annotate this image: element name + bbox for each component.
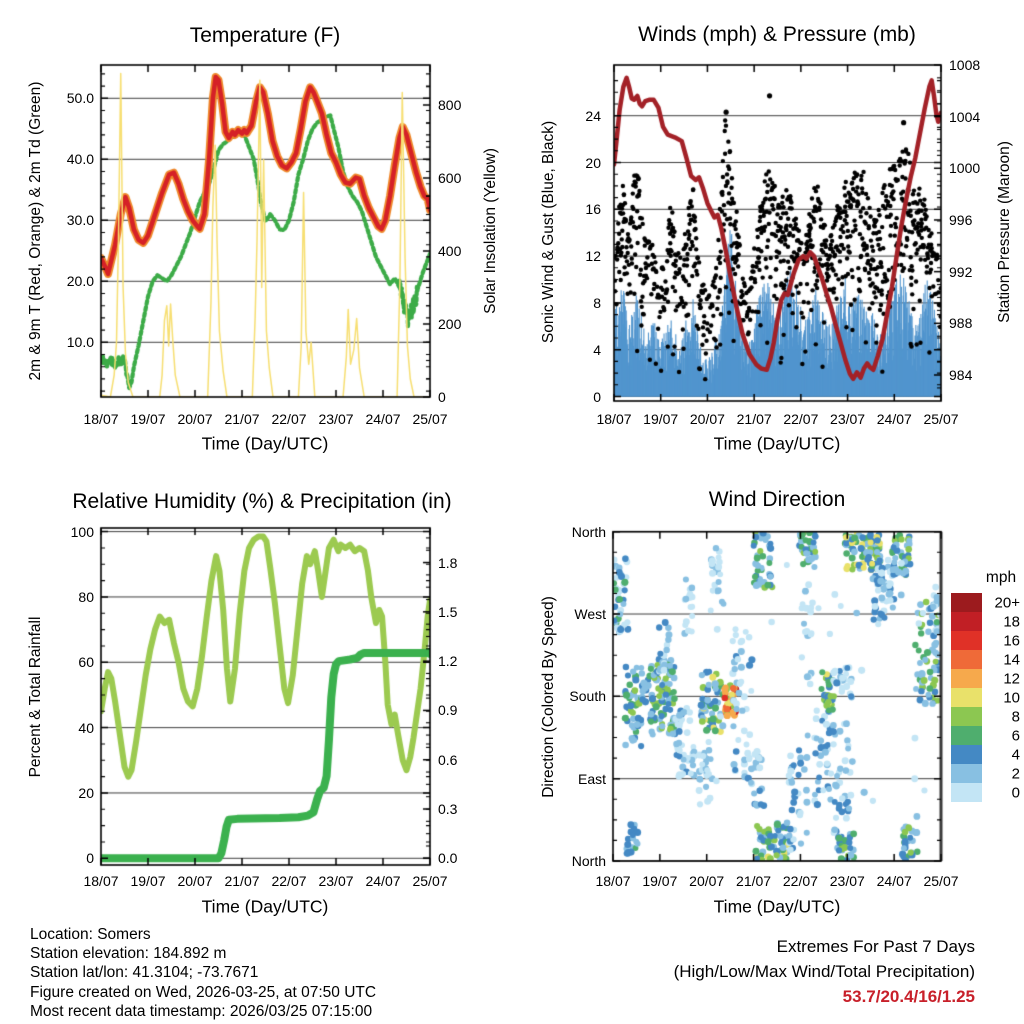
legend-label: 14 [1003,651,1020,668]
legend-label: 16 [1003,632,1020,649]
y-tick-label: 10.0 [66,334,94,351]
y-tick-label: 40 [78,719,94,736]
legend-label: 2 [1011,765,1020,782]
legend-label: 0 [1011,784,1020,801]
x-tick-label: 20/07 [689,411,725,427]
legend-swatch-18 [951,612,982,631]
chart-title-wind-direction: Wind Direction [708,488,846,511]
y-tick-label: 1000 [949,160,981,177]
x-tick-label: 25/07 [923,873,959,889]
extremes-subtitle: (High/Low/Max Wind/Total Precipitation) [673,962,975,981]
y-tick-label: 0.9 [438,702,458,719]
y-tick-label: 0.3 [438,801,458,817]
y-tick-label: 1.2 [438,653,458,670]
station-latlon: Station lat/lon: 41.3104; -73.7671 [30,964,259,982]
temperature-left-axis-label: 2m & 9m T (Red, Orange) & 2m Td (Green) [27,81,44,381]
x-tick-label: 21/07 [736,873,772,889]
station-info-block [30,925,376,1021]
legend-swatch-4 [951,745,982,764]
chart-title-winds-pressure: Winds (mph) & Pressure (mb) [638,23,916,46]
x-tick-label: 21/07 [224,411,260,427]
x-tick-label: 19/07 [130,411,166,427]
y-tick-label: 1.8 [438,554,458,571]
y-tick-label: 20 [585,154,601,171]
x-tick-label: 20/07 [177,411,213,427]
y-tick-label: 12 [585,248,601,265]
x-tick-label: 23/07 [318,411,354,427]
x-tick-label: 22/07 [271,873,307,889]
y-tick-label: 996 [949,211,973,228]
winds-x-axis-label: Time (Day/UTC) [713,433,841,454]
legend-swatch-14 [951,650,982,669]
y-tick-label: 984 [949,367,973,383]
x-tick-label: 18/07 [83,411,119,427]
legend-label: 20+ [994,594,1020,611]
y-tick-label: 0 [593,388,601,405]
x-tick-label: 19/07 [642,873,678,889]
y-tick-label: 100 [70,523,94,540]
x-tick-label: 22/07 [783,411,819,427]
legend-swatch-6 [951,726,982,745]
y-tick-label: 50.0 [66,90,94,107]
y-tick-label: 600 [438,170,462,186]
direction-left-axis-label: Direction (Colored By Speed) [540,596,557,798]
x-tick-label: 25/07 [412,411,448,427]
y-tick-label: 80 [78,588,94,605]
x-tick-label: 24/07 [365,411,401,427]
x-tick-label: 24/07 [365,873,401,889]
chart-title-temperature: Temperature (F) [189,24,341,47]
solar-right-axis-label: Solar Insolation (Yellow) [482,148,499,314]
legend-label: 8 [1011,708,1020,725]
legend-swatch-0 [951,783,982,802]
y-tick-label: 0.0 [438,850,458,867]
wind-left-axis-label: Sonic Wind & Gust (Blue, Black) [540,120,557,344]
legend-label: 18 [1003,613,1020,630]
legend-swatch-10 [951,688,982,707]
y-tick-label: 16 [585,201,601,218]
x-tick-label: 22/07 [782,873,818,889]
y-tick-label: 60 [78,654,94,671]
y-tick-label: 20.0 [66,273,94,290]
y-tick-label: West [574,606,606,623]
x-tick-label: 25/07 [923,411,959,427]
x-tick-label: 18/07 [83,873,119,889]
y-tick-label: North [571,853,606,869]
legend-swatch-20+ [951,593,982,612]
x-tick-label: 18/07 [596,411,632,427]
legend-swatch-2 [951,764,982,783]
legend-swatch-16 [951,631,982,650]
x-tick-label: 25/07 [412,873,448,889]
x-tick-label: 23/07 [830,411,866,427]
y-tick-label: 1008 [949,56,981,73]
direction-x-axis-label: Time (Day/UTC) [713,896,841,917]
x-tick-label: 19/07 [130,873,166,889]
y-tick-label: 400 [438,243,462,259]
y-tick-label: South [569,688,606,705]
y-tick-label: East [577,770,606,787]
chart-title-humidity-precip: Relative Humidity (%) & Precipitation (in) [72,490,452,513]
pressure-right-axis-label: Station Pressure (Maroon) [996,141,1013,323]
x-tick-label: 18/07 [595,873,631,889]
y-tick-label: 4 [593,341,601,358]
y-tick-label: 30.0 [66,212,94,229]
x-tick-label: 23/07 [829,873,865,889]
y-tick-label: 992 [949,263,973,280]
y-tick-label: 24 [585,107,601,124]
y-tick-label: 40.0 [66,151,94,168]
humidity-left-axis-label: Percent & Total Rainfall [27,616,44,778]
extremes-values: 53.7/20.4/16/1.25 [842,987,975,1006]
x-tick-label: 20/07 [177,873,213,889]
x-tick-label: 20/07 [689,873,725,889]
y-tick-label: 20 [78,784,94,801]
x-tick-label: 21/07 [224,873,260,889]
y-tick-label: North [571,523,606,540]
temperature-x-axis-label: Time (Day/UTC) [201,433,329,454]
x-tick-label: 23/07 [318,873,354,889]
y-tick-label: 988 [949,315,973,332]
y-tick-label: 8 [593,294,601,311]
legend-label: 12 [1003,670,1020,687]
figure-created: Figure created on Wed, 2026-03-25, at 07:50 UTC [30,983,377,1001]
x-tick-label: 24/07 [876,411,912,427]
y-tick-label: 1004 [949,108,981,125]
x-tick-label: 22/07 [271,411,307,427]
humidity-x-axis-label: Time (Day/UTC) [201,896,329,917]
data-timestamp: Most recent data timestamp: 2026/03/25 07:15:00 [30,1002,373,1020]
x-tick-label: 21/07 [736,411,772,427]
y-tick-label: 0 [438,389,446,405]
y-tick-label: 0 [86,850,94,867]
y-tick-label: 0.6 [438,751,458,768]
x-tick-label: 24/07 [876,873,912,889]
station-location: Location: Somers [30,926,151,943]
extremes-block [674,934,975,1009]
y-tick-label: 200 [438,316,462,332]
legend-label: 6 [1011,727,1020,744]
station-elevation: Station elevation: 184.892 m [30,945,227,963]
x-tick-label: 19/07 [643,411,679,427]
legend-swatch-8 [951,707,982,726]
legend-title: mph [985,569,1017,586]
legend-label: 10 [1003,689,1020,706]
extremes-title: Extremes For Past 7 Days [776,937,975,956]
y-tick-label: 1.5 [438,603,458,620]
y-tick-label: 800 [438,97,462,113]
legend-label: 4 [1011,746,1020,763]
legend-swatch-12 [951,669,982,688]
